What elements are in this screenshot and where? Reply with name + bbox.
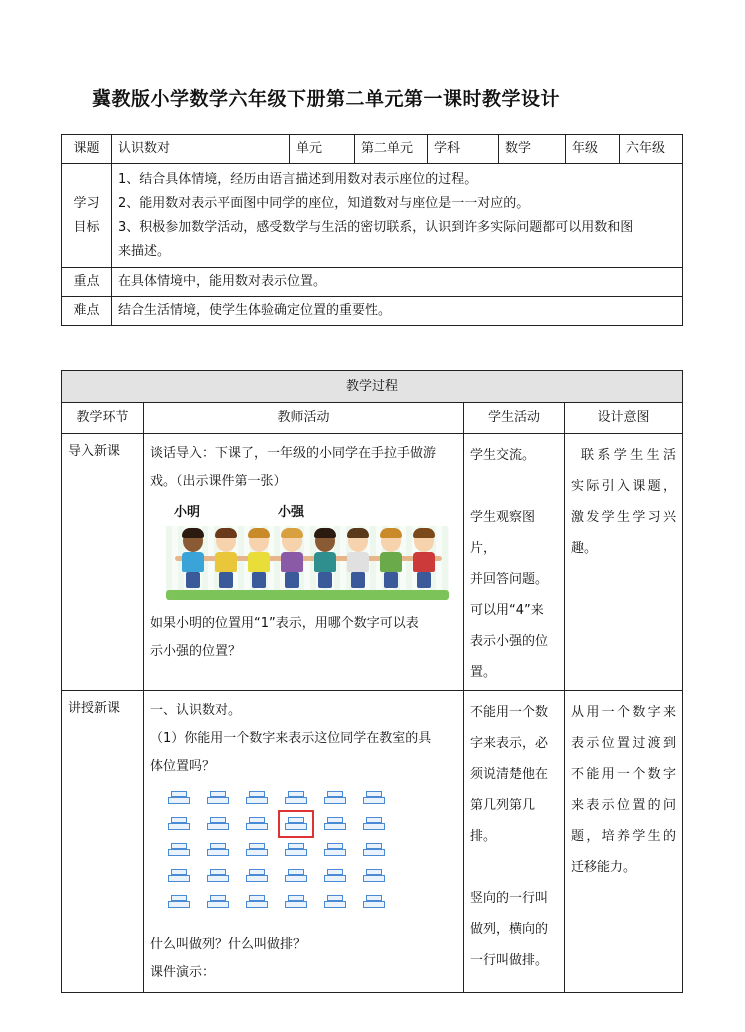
document-title: 冀教版小学数学六年级下册第二单元第一课时教学设计 [92, 88, 561, 110]
seat [285, 895, 307, 908]
teacher-line: 什么叫做列？什么叫做排？ [150, 937, 307, 952]
column-head-stage: 教学环节 [62, 403, 144, 434]
student-line: 可以用“4”来 [470, 603, 544, 618]
kids-holding-hands-illustration [166, 504, 449, 600]
intro-student-activity [464, 434, 565, 691]
goals-content [112, 164, 683, 268]
seat [285, 791, 307, 804]
intro-teacher-activity [144, 434, 464, 691]
student-line: 做列，横向的 [470, 922, 549, 937]
student-line: 第几列第几排。 [470, 798, 536, 844]
grade-value: 六年级 [620, 135, 683, 164]
teach-stage: 讲授新课 [62, 691, 144, 993]
unit-value: 第二单元 [355, 135, 428, 164]
seat [363, 843, 385, 856]
key-point-value: 在具体情境中，能用数对表示位置。 [112, 268, 683, 297]
subject-label: 学科 [428, 135, 499, 164]
column-head-student: 学生活动 [464, 403, 565, 434]
key-point-label: 重点 [62, 268, 112, 297]
intent-line: 联系学生生活 [581, 448, 677, 463]
seat [285, 869, 307, 882]
kid-figure [345, 530, 371, 592]
teacher-line: 戏。（出示课件第一张） [150, 474, 287, 489]
topic-value: 认识数对 [112, 135, 290, 164]
subject-value: 数学 [499, 135, 566, 164]
student-line: 不能用一个数 [470, 705, 549, 720]
kid-label-xiaoming: 小明 [174, 505, 201, 520]
intro-design-intent [565, 434, 683, 691]
process-header: 教学过程 [62, 371, 683, 403]
seat [324, 791, 346, 804]
goal-line: 2、能用数对表示平面图中同学的座位，知道数对与座位是一一对应的。 [118, 195, 530, 211]
intro-stage: 导入新课 [62, 434, 144, 691]
lesson-info-table [61, 134, 683, 326]
topic-label: 课题 [62, 135, 112, 164]
student-line: 一行叫做排。 [470, 953, 549, 968]
difficulty-label: 难点 [62, 297, 112, 326]
teacher-line: 一、认识数对。 [150, 703, 242, 718]
goals-label-line-1: 学习 [73, 195, 100, 211]
seat [207, 817, 229, 830]
student-line: 须说清楚他在 [470, 767, 549, 782]
seat [246, 895, 268, 908]
goal-line: 3、积极参加数学活动，感受数学与生活的密切联系，认识到许多实际问题都可以用数和图 [118, 219, 634, 235]
intent-line: 表示位置过渡到 [571, 736, 677, 751]
teacher-line: 示小强的位置？ [150, 644, 242, 659]
seat [168, 817, 190, 830]
kid-figure [213, 530, 239, 592]
grass [166, 590, 449, 600]
kid-label-xiaoqiang: 小强 [278, 505, 305, 520]
kid-figure [411, 530, 437, 592]
student-line [470, 852, 558, 883]
seat [363, 869, 385, 882]
intent-line: 激发学生学习兴 [571, 510, 677, 525]
difficulty-value: 结合生活情境，使学生体验确定位置的重要性。 [112, 297, 683, 326]
intent-line: 从用一个数字来 [571, 705, 677, 720]
seat [363, 791, 385, 804]
teacher-line: 如果小明的位置用“1”表示，用哪个数字可以表 [150, 616, 419, 631]
teach-student-activity [464, 691, 565, 993]
intent-line: 趣。 [571, 541, 598, 556]
column-head-intent: 设计意图 [565, 403, 683, 434]
seat [207, 869, 229, 882]
classroom-seat-grid [168, 791, 398, 923]
seat [324, 843, 346, 856]
teach-teacher-activity [144, 691, 464, 993]
seat [207, 843, 229, 856]
goals-label-line-2: 目标 [73, 219, 100, 235]
teacher-line: （1）你能用一个数字来表示这位同学在教室的具 [150, 731, 432, 746]
intent-line: 不能用一个数字 [571, 767, 677, 782]
seat [207, 895, 229, 908]
kid-figure [378, 530, 404, 592]
seat [324, 895, 346, 908]
seat [246, 817, 268, 830]
seat [324, 817, 346, 830]
goal-line: 1、结合具体情境，经历由语言描述到用数对表示座位的过程。 [118, 171, 478, 187]
seat [324, 869, 346, 882]
student-line: 表示小强的位 [470, 634, 549, 649]
seat [246, 843, 268, 856]
column-head-teacher: 教师活动 [144, 403, 464, 434]
teacher-line: 课件演示： [150, 965, 216, 980]
student-line: 字来表示，必 [470, 736, 549, 751]
unit-label: 单元 [290, 135, 355, 164]
seat [246, 791, 268, 804]
seat [168, 869, 190, 882]
kid-figure [279, 530, 305, 592]
teach-design-intent [565, 691, 683, 993]
intent-line: 来表示位置的问 [571, 798, 677, 813]
kid-figure [246, 530, 272, 592]
goals-label [62, 164, 112, 268]
kid-figure [180, 530, 206, 592]
seat [246, 869, 268, 882]
kid-figure [312, 530, 338, 592]
student-line: 竖向的一行叫 [470, 891, 549, 906]
seat [363, 895, 385, 908]
seat [168, 791, 190, 804]
teacher-line: 体位置吗？ [150, 759, 216, 774]
grade-label: 年级 [566, 135, 620, 164]
intent-line: 题，培养学生的 [571, 829, 677, 844]
seat [168, 843, 190, 856]
student-line [470, 471, 558, 502]
intent-line: 实际引入课题， [571, 479, 677, 494]
intent-line: 迁移能力。 [571, 860, 637, 875]
student-line: 置。 [470, 665, 497, 680]
student-line: 并回答问题。 [470, 572, 549, 587]
student-line: 学生观察图片， [470, 510, 536, 556]
seat [207, 791, 229, 804]
goal-line: 来描述。 [118, 243, 171, 259]
seat [285, 843, 307, 856]
teacher-line: 谈话导入：下课了，一年级的小同学在手拉手做游 [150, 446, 437, 461]
seat [168, 895, 190, 908]
seat [363, 817, 385, 830]
highlighted-seat-frame [278, 810, 314, 838]
student-line: 学生交流。 [470, 448, 536, 463]
teaching-process-table [61, 370, 683, 993]
